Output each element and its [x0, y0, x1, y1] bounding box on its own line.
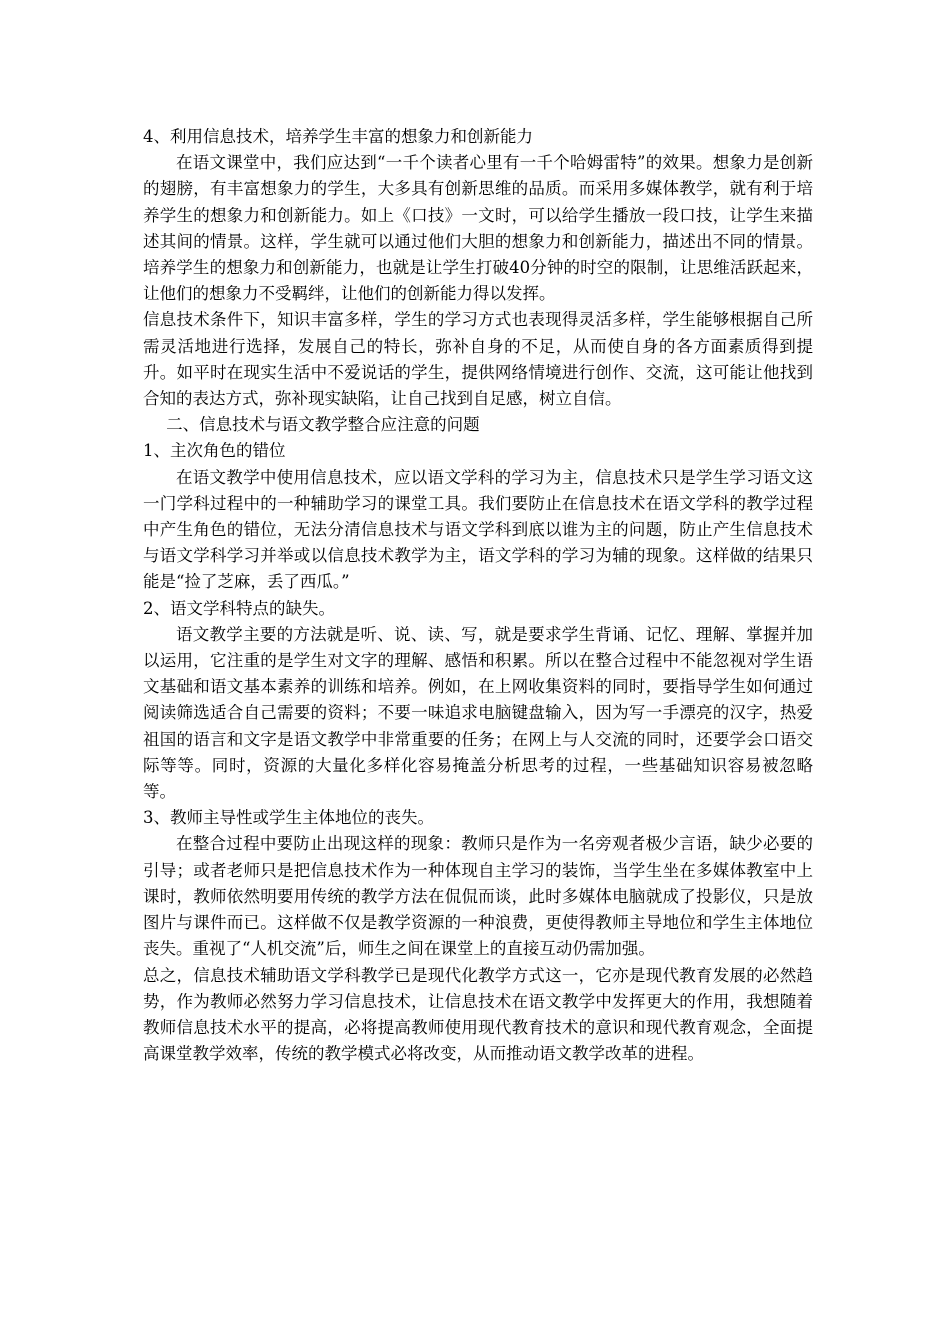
- chapter-heading-2: 二、信息技术与语文教学整合应注意的问题: [166, 415, 480, 435]
- section-heading-2: 2、语文学科特点的缺失。: [143, 598, 335, 618]
- body-paragraph-teacher-role: 在整合过程中要防止出现这样的现象：教师只是作为一名旁观者极少言语，缺少必要的引导；或者老师只是把信息技术作为一种体现自主学习的装饰，当学生坐在多媒体教室中上课时，教师依然明要用传统的教学方法在侃侃而谈，此时多媒体电脑就成了投影仪，只是放图片与课件而已。这样做不仅是教学资源的一种浪费，更使得教师主导地位和学生主体地位丧失。重视了“人机交流”后，师生之间在课堂上的直接互动仍需加强。: [143, 834, 813, 959]
- section-heading-4: 4、利用信息技术，培养学生丰富的想象力和创新能力: [143, 127, 533, 146]
- body-paragraph-imagination: 在语文课堂中，我们应达到“一千个读者心里有一千个哈姆雷特”的效果。想象力是创新的翅膀，有丰富想象力的学生，大多具有创新思维的品质。而采用多媒体教学，就有利于培养学生的想象力和创新能力。如上《口技》一文时，可以给学生播放一段口技，让学生来描述其间的情景。这样，学生就可以通过他们大胆的想象力和创新能力，描述出不同的情景。培养学生的想象力和创新能力，也就是让学生打破40分钟的时空的限制，让思维活跃起来，让他们的想象力不受羁绊，让他们的创新能力得以发挥。: [143, 153, 813, 304]
- body-paragraph-subject-traits: 语文教学主要的方法就是听、说、读、写，就是要求学生背诵、记忆、理解、掌握并加以运用，它注重的是学生对文字的理解、感悟和积累。所以在整合过程中不能忽视对学生语文基础和语文基本素养的训练和培养。例如，在上网收集资料的同时，要指导学生如何通过阅读筛选适合自己需要的资料；不要一味追求电脑键盘输入，因为写一手漂亮的汉字，热爱祖国的语言和文字是语文教学中非常重要的任务；在网上与人交流的同时，还要学会口语交际等等。同时，资源的大量化多样化容易掩盖分析思考的过程，一些基础知识容易被忽略等。: [143, 624, 813, 802]
- body-paragraph-learning-styles: 信息技术条件下，知识丰富多样，学生的学习方式也表现得灵活多样，学生能够根据自己所需灵活地进行选择，发展自己的特长，弥补自身的不足，从而使自身的各方面素质得到提升。如平时在现实生活中不爱说话的学生，提供网络情境进行创作、交流，这可能让他找到合知的表达方式，弥补现实缺陷，让自己找到自足感，树立自信。: [143, 310, 813, 409]
- body-paragraph-conclusion: 总之，信息技术辅助语文学科教学已是现代化教学方式这一，它亦是现代教育发展的必然趋势，作为教师必然努力学习信息技术，让信息技术在语文教学中发挥更大的作用，我想随着教师信息技术水平的提高，必将提高教师使用现代教育技术的意识和现代教育观念，全面提高课堂教学效率，传统的教学模式必将改变，从而推动语文教学改革的进程。: [143, 965, 813, 1064]
- document-page: [143, 124, 813, 1067]
- section-heading-1: 1、主次角色的错位: [143, 441, 286, 461]
- section-heading-3: 3、教师主导性或学生主体地位的丧失。: [143, 808, 434, 828]
- body-paragraph-role-confusion: 在语文教学中使用信息技术，应以语文学科的学习为主，信息技术只是学生学习语文这一门学科过程中的一种辅助学习的课堂工具。我们要防止在信息技术在语文学科的教学过程中产生角色的错位，无法分清信息技术与语文学科到底以谁为主的问题，防止产生信息技术与语文学科学习并举或以信息技术教学为主，语文学科的学习为辅的现象。这样做的结果只能是“捡了芝麻，丢了西瓜。”: [143, 467, 813, 592]
